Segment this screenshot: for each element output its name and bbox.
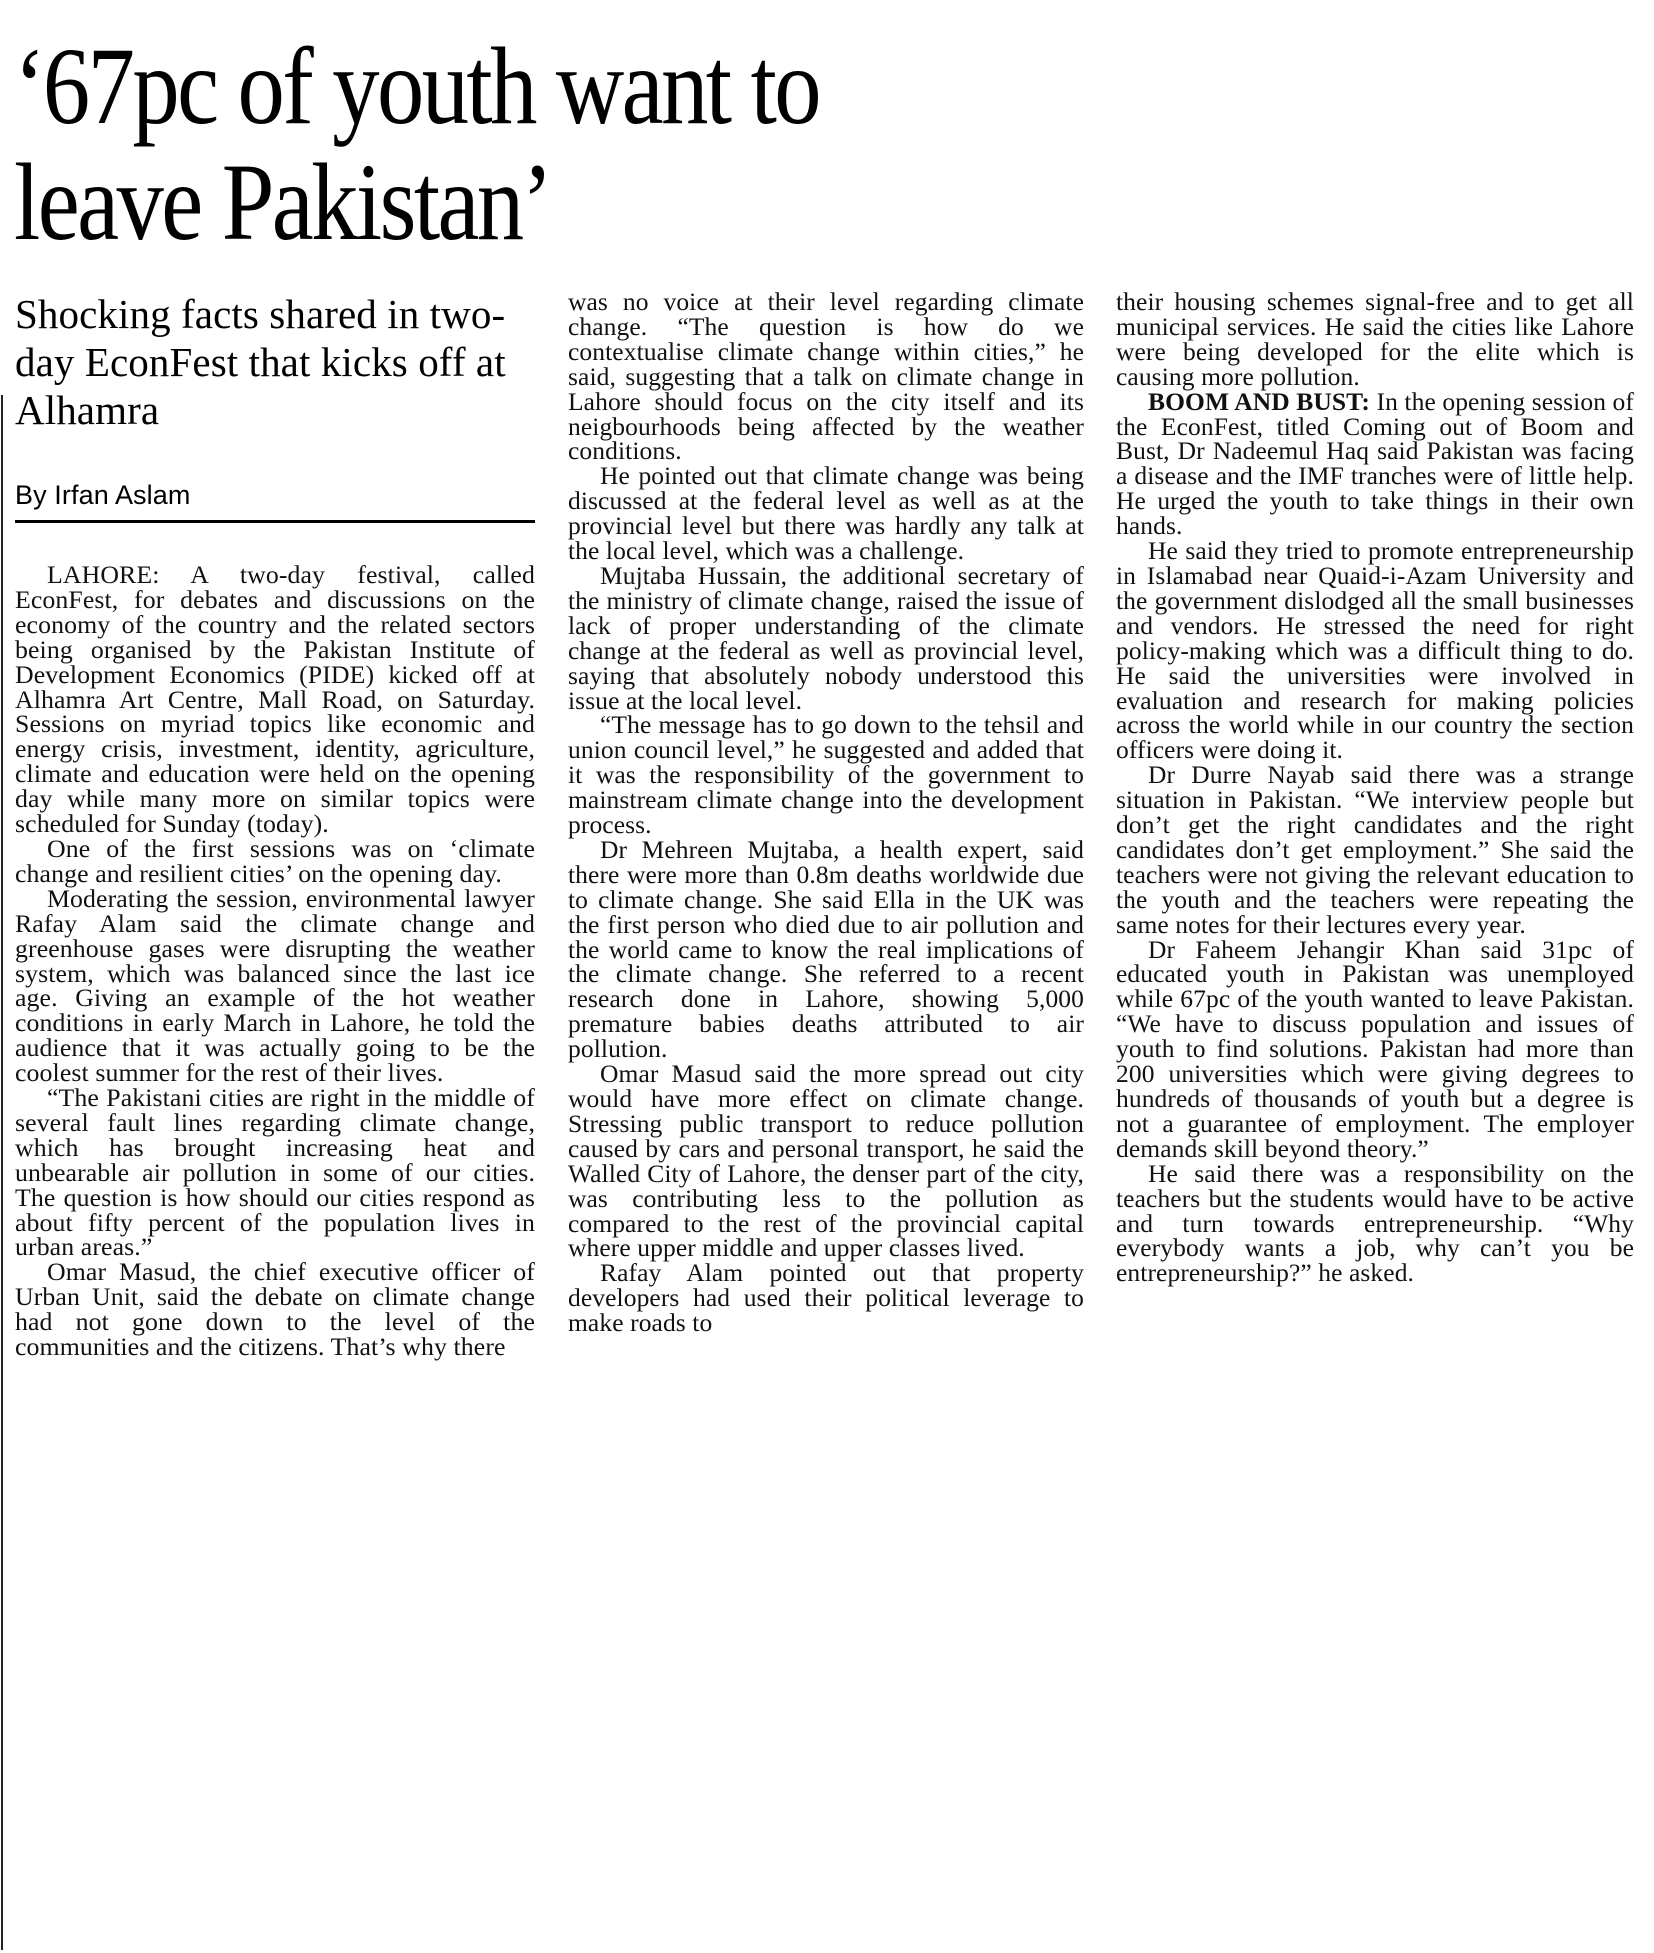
paragraph: was no voice at their level regarding climate change. “The question is how do we contextualise climate change within cities,” he said, suggesting that a talk on climate change in Lahore should focus on the city itself and its neigbourhoods being affected by the weather conditions. xyxy=(568,287,1084,466)
subhead-kicker: BOOM AND BUST: xyxy=(1148,386,1370,416)
byline: By Irfan Aslam xyxy=(15,480,191,510)
left-border-rule xyxy=(1,395,3,1950)
paragraph: Mujtaba Hussain, the additional secretary of the ministry of climate change, raised the issue of lack of proper understanding of the climate change at the federal as well as provincial level, saying that absolutely nobody understood this issue at the local level. xyxy=(568,560,1084,715)
byline-rule xyxy=(15,520,535,523)
column-3 xyxy=(1116,287,1635,1288)
paragraph: He said there was a responsibility on the teachers but the students would have to be active and turn towards entrepreneurship. “Why everybody wants a job, why can’t you be entrepreneurship?” he asked. xyxy=(1116,1158,1634,1288)
paragraph: One of the first sessions was on ‘climate change and resilient cities’ on the opening day. xyxy=(15,833,535,888)
paragraph: “The message has to go down to the tehsil and union council level,” he suggested and added that it was the responsibility of the government to mainstream climate change into the development process. xyxy=(568,710,1084,840)
headline-line-2: leave Pakistan’ xyxy=(14,141,551,263)
paragraph: Dr Faheem Jehangir Khan said 31pc of educated youth in Pakistan was unemployed while 67pc of the youth wanted to leave Pakistan. “We have to discuss population and issues of youth to find solutions. Pakistan had more than 200 universities which were giving degrees to hundreds of thousands of youth but a degree is not a guarantee of employment. The employer demands skill beyond theory.” xyxy=(1116,934,1634,1163)
column-1 xyxy=(15,288,535,1360)
paragraph: He pointed out that climate change was being discussed at the federal level as well as at the provincial level but there was hardly any talk at the local level, which was a challenge. xyxy=(568,461,1084,566)
paragraph: Dr Durre Nayab said there was a strange situation in Pakistan. “We interview people but don’t get the right candidates and the right candidates don’t get employment.” She said the teachers were not giving the relevant education to the youth and the teachers were repeating the same notes for their lectures every year. xyxy=(1116,760,1634,939)
headline-line-1: ‘67pc of youth want to xyxy=(14,25,819,147)
paragraph: He said they tried to promote entrepreneurship in Islamabad near Quaid-i-Azam University and the government dislodged all the small businesses and vendors. He stressed the need for right policy-making which was a difficult thing to do. He said the universities were involved in evaluation and research for making policies across the world while in our country the section officers were doing it. xyxy=(1116,536,1634,765)
paragraph: LAHORE: A two-day festival, called EconFest, for debates and discussions on the economy of the country and the related sectors being organised by the Pakistan Institute of Development Economics (PIDE) kicked off at Alhamra Art Centre, Mall Road, on Saturday. Sessions on myriad topics like economic and energy crisis, investment, identity, agriculture, climate and education were held on the opening day while many more on similar topics were scheduled for Sunday (today). xyxy=(15,560,535,839)
paragraph-text: In the opening session of the EconFest, titled Coming out of Boom and Bust, Dr Nadeemul Haq said Pakistan was facing a disease and the IMF tranches were of little help. He urged the youth to take things in their own hands. xyxy=(1116,386,1635,541)
paragraph: “The Pakistani cities are right in the middle of several fault lines regarding climate change, which has brought increasing heat and unbearable air pollution in some of our cities. The question is how should our cities respond as about fifty percent of the population lives in urban areas.” xyxy=(15,1083,535,1262)
deck-subheadline: Shocking facts shared in two-day EconFest that kicks off at Alhamra xyxy=(15,291,506,433)
paragraph-with-subhead xyxy=(1116,386,1635,541)
paragraph: Omar Masud, the chief executive officer of Urban Unit, said the debate on climate change had not gone down to the level of the communities and the citizens. That’s why there xyxy=(15,1257,535,1362)
paragraph: Moderating the session, environmental lawyer Rafay Alam said the climate change and greenhouse gases were disrupting the weather system, which was balanced since the last ice age. Giving an example of the hot weather conditions in early March in Lahore, he told the audience that it was actually going to be the coolest summer for the rest of their lives. xyxy=(15,883,535,1088)
paragraph: Dr Mehreen Mujtaba, a health expert, said there were more than 0.8m deaths worldwide due to climate change. She said Ella in the UK was the first person who died due to air pollution and the world came to know the real implications of the climate change. She referred to a recent research done in Lahore, showing 5,000 premature babies deaths attributed to air pollution. xyxy=(568,834,1084,1064)
headline xyxy=(14,25,1132,263)
paragraph: their housing schemes signal-free and to get all municipal services. He said the cities like Lahore were being developed for the elite which is causing more pollution. xyxy=(1116,287,1634,391)
paragraph: Omar Masud said the more spread out city would have more effect on climate change. Stressing public transport to reduce pollution caused by cars and personal transport, he said the Walled City of Lahore, the denser part of the city, was contributing less to the pollution as compared to the rest of the provincial capital where upper middle and upper classes lived. xyxy=(568,1059,1084,1263)
column-2 xyxy=(568,287,1084,1338)
paragraph: Rafay Alam pointed out that property developers had used their political leverage to make roads to xyxy=(568,1258,1084,1338)
